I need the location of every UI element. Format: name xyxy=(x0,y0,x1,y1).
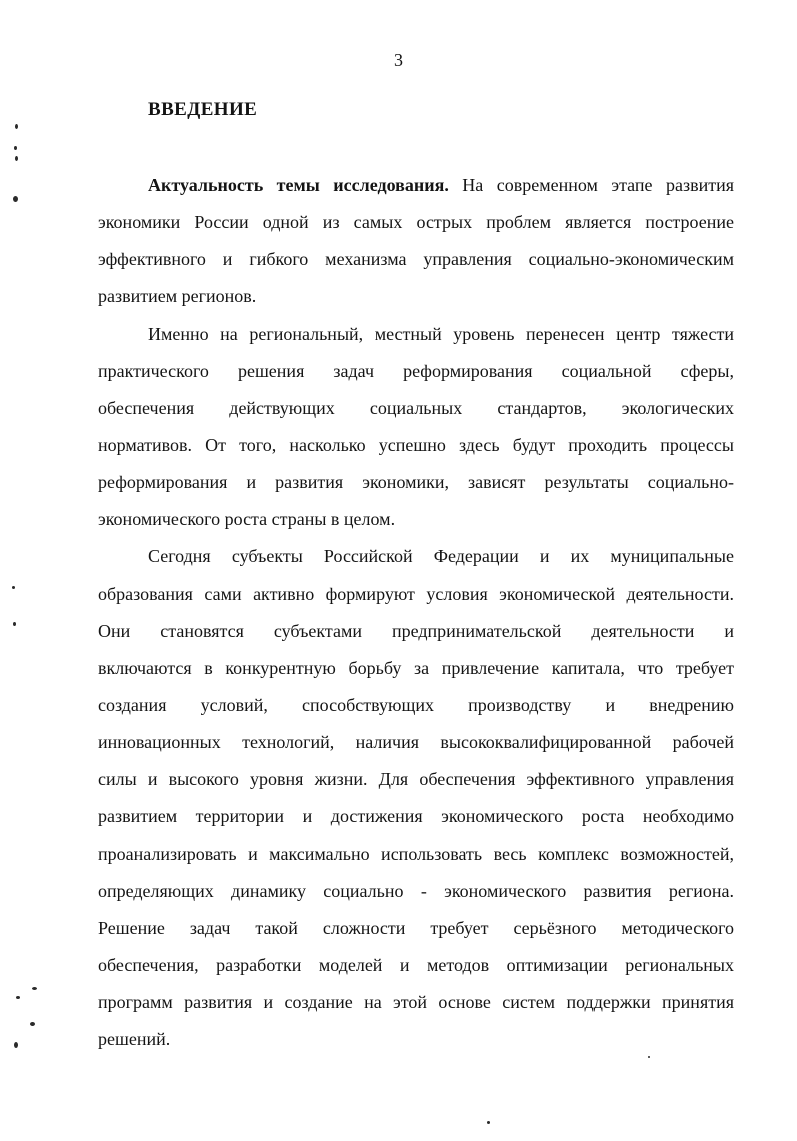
text-line: реформирования и развития экономики, зависят результаты социально- xyxy=(98,472,734,493)
scan-speck xyxy=(14,146,17,150)
scan-speck xyxy=(15,124,18,129)
text-line: создания условий, способствующих производству и внедрению xyxy=(98,694,734,715)
paragraph-federation-subjects xyxy=(98,538,734,1058)
text-line: Решение задач такой сложности требует серьёзного методического xyxy=(98,917,734,938)
scan-speck xyxy=(487,1121,490,1124)
text-line: силы и высокого уровня жизни. Для обеспечения эффективного управления xyxy=(98,769,734,790)
body-text xyxy=(98,167,734,1058)
scan-speck xyxy=(30,1022,35,1026)
text-line: программ развития и создание на этой основе систем поддержки принятия xyxy=(98,992,734,1013)
text-line: обеспечения, разработки моделей и методов оптимизации региональных xyxy=(98,954,734,975)
scan-speck xyxy=(13,622,16,626)
text-line: инновационных технологий, наличия высококвалифицированной рабочей xyxy=(98,732,734,753)
scan-speck xyxy=(13,196,18,202)
text-line: практического решения задач реформирования социальной сферы, xyxy=(98,360,734,381)
text-line-fragment: На современном этапе развития xyxy=(448,175,735,195)
scan-speck xyxy=(32,987,37,990)
text-line: нормативов. От того, насколько успешно здесь будут проходить процессы xyxy=(98,434,734,455)
text-line: экономики России одной из самых острых проблем является построение xyxy=(98,212,734,233)
text-line: Именно на региональный, местный уровень перенесен центр тяжести xyxy=(148,323,734,344)
paragraph-regional-level xyxy=(98,316,734,539)
text-line: Сегодня субъекты Российской Федерации и их муниципальные xyxy=(148,546,734,567)
scan-speck xyxy=(14,1042,18,1048)
text-line: экономического роста страны в целом. xyxy=(98,509,396,530)
scan-speck xyxy=(12,586,15,589)
text-line: включаются в конкурентную борьбу за привлечение капитала, что требует xyxy=(98,657,734,678)
section-heading: ВВЕДЕНИЕ xyxy=(148,99,258,120)
text-line: проанализировать и максимально использовать весь комплекс возможностей, xyxy=(98,843,734,864)
scan-speck xyxy=(648,1056,650,1058)
text-line: Они становятся субъектами предпринимательской деятельности и xyxy=(98,620,734,641)
text-line xyxy=(98,167,734,204)
text-line: эффективного и гибкого механизма управления социально-экономическим xyxy=(98,249,734,270)
paragraph-relevance xyxy=(98,167,734,316)
page-number: 3 xyxy=(394,50,403,70)
text-line: решений. xyxy=(98,1029,171,1050)
scan-speck xyxy=(15,156,18,161)
text-line: обеспечения действующих социальных стандартов, экологических xyxy=(98,397,734,418)
text-line: образования сами активно формируют условия экономической деятельности. xyxy=(98,583,734,604)
text-line: развитием регионов. xyxy=(98,286,257,307)
scan-speck xyxy=(16,996,20,999)
text-line: определяющих динамику социально - экономического развития региона. xyxy=(98,880,734,901)
text-line: развитием территории и достижения экономического роста необходимо xyxy=(98,806,734,827)
paragraph-lead: Актуальность темы исследования. xyxy=(148,175,449,195)
